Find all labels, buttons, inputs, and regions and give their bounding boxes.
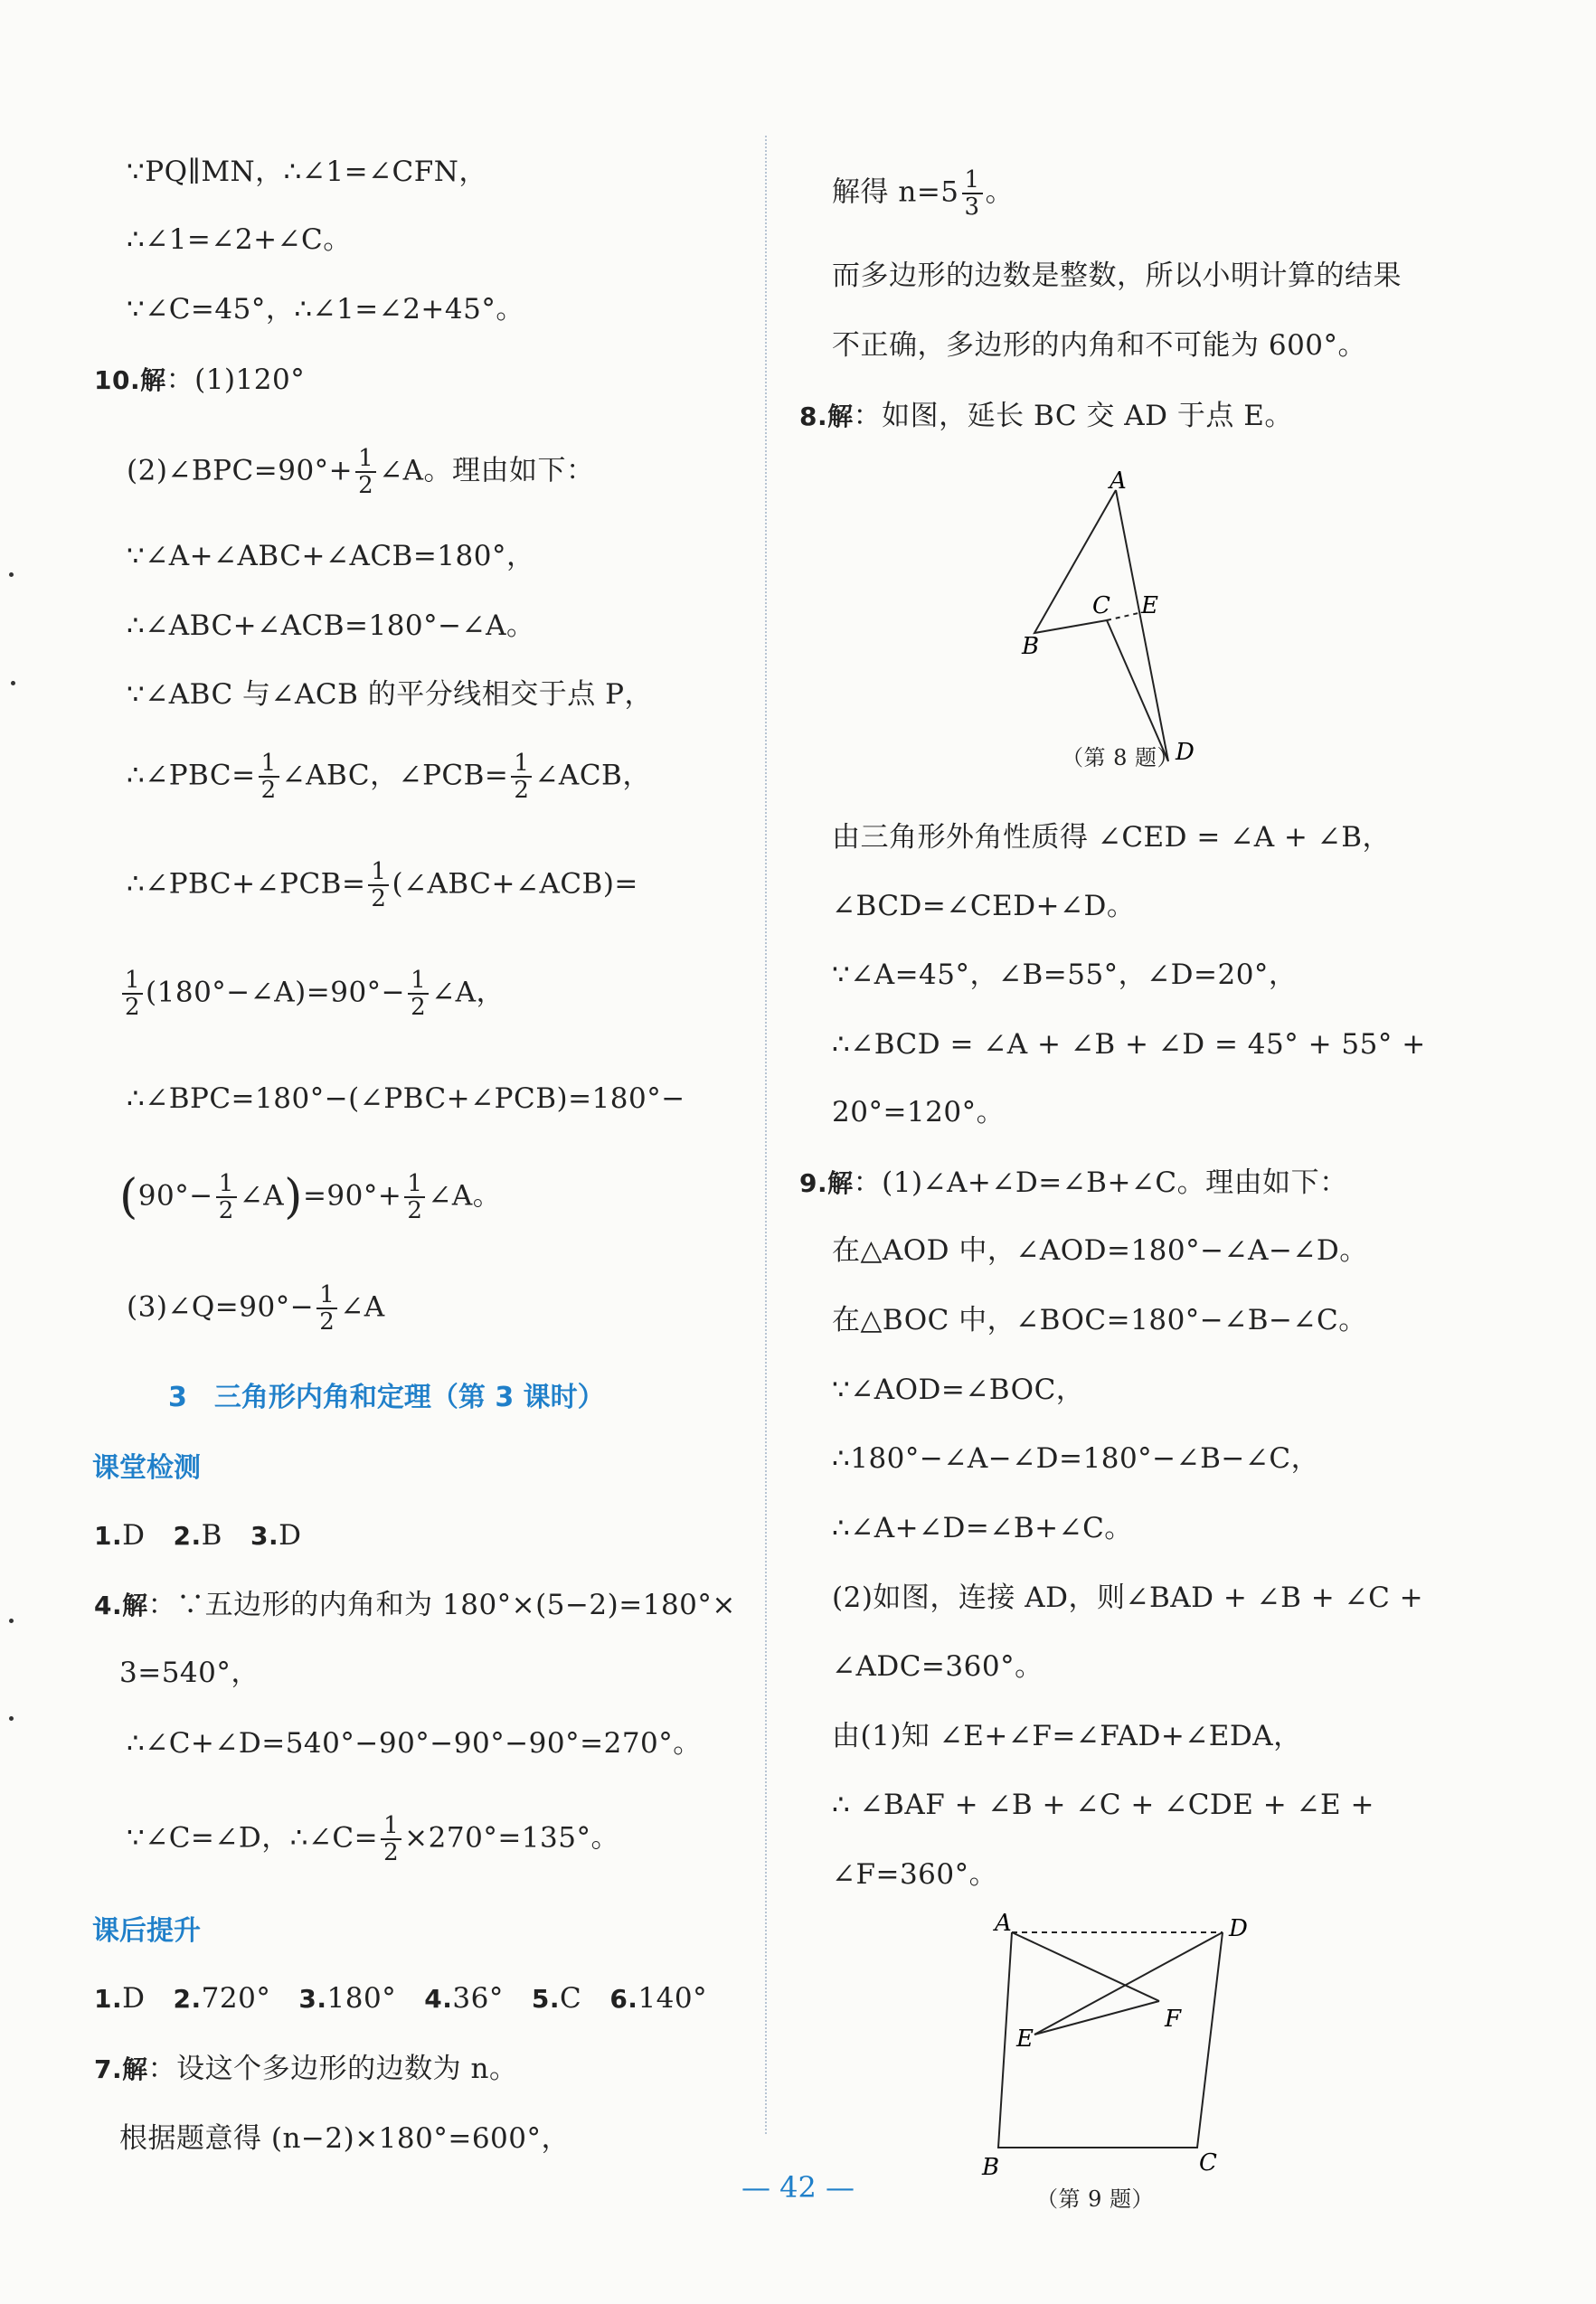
text-line: ∠ADC=360°。: [832, 1650, 1044, 1683]
text-line: ∴∠1=∠2+∠C。: [127, 223, 352, 256]
answers-row: [94, 1517, 302, 1554]
question-8: [799, 398, 1293, 435]
figure-9: [971, 1912, 1261, 2188]
fraction-numerator: 1: [259, 751, 279, 778]
question-number: 2.: [173, 1984, 202, 2014]
question-number: 10.: [94, 365, 141, 395]
text-line: ∵∠ABC 与∠ACB 的平分线相交于点 P，: [127, 678, 653, 711]
text-line: 不正确，多边形的内角和不可能为 600°。: [832, 329, 1367, 362]
text-line: ∴∠BPC=180°−(∠PBC+∠PCB)=180°−: [127, 1082, 685, 1115]
fraction-numerator: 1: [404, 1171, 425, 1198]
answer-value: 720°: [201, 1982, 271, 2015]
margin-dot: [9, 1619, 14, 1623]
figure-8: [1016, 470, 1233, 769]
text-segment: ×270°=135°。: [404, 1821, 619, 1855]
answer-label: 解: [122, 2054, 148, 2084]
paren: ): [284, 1170, 303, 1224]
question-number: 5.: [531, 1984, 561, 2014]
text-segment: ∠A。理由如下：: [379, 454, 595, 487]
answer-label: 解: [122, 1591, 148, 1620]
fraction-numerator: 1: [216, 1171, 237, 1198]
question-number: 2.: [173, 1521, 202, 1551]
fraction-denominator: 2: [358, 472, 374, 499]
answer-label: 解: [827, 1168, 854, 1198]
text-line: [127, 1813, 619, 1865]
text-segment: ∠A，: [431, 976, 505, 1009]
figure-9-caption: （第 9 题）: [1036, 2186, 1155, 2212]
fraction-denominator: 2: [218, 1197, 234, 1224]
vertex-label-c: C: [1199, 2149, 1217, 2177]
paren: (: [119, 1170, 138, 1224]
vertex-label-d: D: [1176, 739, 1195, 766]
question-9: [799, 1165, 1348, 1202]
text-line: 根据题意得 (n−2)×180°=600°，: [119, 2122, 570, 2155]
text-line: ∴∠C+∠D=540°−90°−90°−90°=270°。: [127, 1727, 702, 1760]
text-segment: ∵∠C=∠D，∴∠C=: [127, 1821, 379, 1855]
figure-8-caption: （第 8 题）: [1062, 745, 1180, 770]
answer-value: 180°: [326, 1982, 397, 2015]
text-line: ∵∠A+∠ABC+∠ACB=180°，: [127, 540, 535, 572]
fraction-denominator: 2: [514, 777, 530, 804]
text-line: ∠BCD=∠CED+∠D。: [832, 890, 1136, 922]
fraction-numerator: 1: [316, 1282, 337, 1309]
text-line: 由(1)知 ∠E+∠F=∠FAD+∠EDA，: [832, 1720, 1302, 1752]
text-line: [127, 751, 651, 803]
vertex-label-c: C: [1092, 592, 1110, 619]
question-number: 1.: [94, 1984, 123, 2014]
text-line: ∵∠C=45°，∴∠1=∠2+45°。: [127, 293, 524, 326]
column-divider: [765, 136, 767, 2134]
answers-row: [94, 1980, 707, 2017]
sub-heading-class-check: 课堂检测: [92, 1452, 201, 1484]
text-line: [119, 968, 505, 1020]
answer-text: ：(1)∠A+∠D=∠B+∠C。理由如下：: [853, 1166, 1348, 1199]
answer-text: ：∵五边形的内角和为 180°×(5−2)=180°×: [147, 1589, 736, 1621]
fraction-numerator: 1: [381, 1813, 401, 1840]
vertex-label-b: B: [1022, 633, 1040, 660]
text-line: [127, 446, 595, 498]
fraction: [259, 751, 279, 803]
page-number: — 42 —: [741, 2170, 855, 2205]
figure-9-diagram: [971, 1912, 1261, 2188]
text-line: [832, 167, 1014, 220]
fraction: [316, 1282, 337, 1335]
fraction-denominator: 2: [371, 885, 387, 912]
text-line: ∵∠A=45°，∠B=55°，∠D=20°，: [832, 958, 1298, 991]
fraction-numerator: 1: [511, 751, 532, 778]
fraction: [216, 1171, 237, 1223]
question-number: 4.: [424, 1984, 453, 2014]
text-segment: 90°−: [137, 1179, 213, 1213]
text-segment: ∠A。: [428, 1179, 502, 1213]
fraction-denominator: 2: [383, 1839, 400, 1866]
vertex-label-d: D: [1229, 1915, 1248, 1942]
text-segment: ∠A: [239, 1179, 285, 1213]
text-line: 由三角形外角性质得 ∠CED = ∠A + ∠B，: [832, 821, 1392, 854]
answer-value: C: [560, 1982, 582, 2015]
margin-dot: [9, 1716, 14, 1721]
fraction: [404, 1171, 425, 1223]
vertex-label-e: E: [1141, 592, 1158, 619]
question-number: 4.: [94, 1591, 123, 1620]
fraction: [962, 167, 983, 220]
fraction-numerator: 1: [355, 446, 376, 473]
question-number: 7.: [94, 2054, 123, 2084]
fraction-denominator: 2: [319, 1308, 335, 1336]
text-line: ∵PQ∥MN，∴∠1=∠CFN，: [127, 156, 487, 188]
text-line: ∴∠ABC+∠ACB=180°−∠A。: [127, 609, 535, 642]
text-segment: ∴∠PBC=: [127, 759, 256, 792]
vertex-label-a: A: [995, 1912, 1012, 1937]
text-segment: (3)∠Q=90°−: [127, 1290, 315, 1324]
text-line: 3=540°，: [119, 1657, 260, 1689]
answer-value: D: [122, 1519, 146, 1552]
fraction-denominator: 2: [407, 1197, 423, 1224]
text-line: ∠F=360°。: [832, 1858, 998, 1891]
fraction-denominator: 2: [125, 994, 141, 1021]
text-line: (2)如图，连接 AD，则∠BAD + ∠B + ∠C +: [832, 1582, 1424, 1614]
text-segment: ∠ACB，: [534, 759, 651, 792]
fraction-numerator: 1: [122, 968, 143, 995]
text-segment: 。: [985, 175, 1015, 209]
answer-label: 解: [140, 365, 166, 395]
fraction-numerator: 1: [962, 167, 983, 194]
answer-text: ：(1)120°: [165, 364, 306, 396]
vertex-label-e: E: [1016, 2025, 1034, 2053]
fraction: [368, 859, 389, 911]
answer-value: 36°: [452, 1982, 504, 2015]
text-line: 在△BOC 中，∠BOC=180°−∠B−∠C。: [832, 1304, 1367, 1336]
text-segment: ∠A: [340, 1290, 385, 1324]
answer-text: ：设这个多边形的边数为 n。: [147, 2053, 518, 2085]
fraction: [122, 968, 143, 1020]
fraction: [381, 1813, 401, 1865]
question-number: 6.: [609, 1984, 638, 2014]
answer-value: 140°: [637, 1982, 708, 2015]
text-segment: =90°+: [302, 1179, 402, 1213]
vertex-label-f: F: [1165, 2006, 1182, 2033]
question-number: 8.: [799, 401, 828, 431]
question-number: 3.: [250, 1521, 279, 1551]
question-4: [94, 1587, 736, 1624]
sub-heading-after-class: 课后提升: [92, 1915, 201, 1947]
text-segment: ∠ABC，∠PCB=: [281, 759, 509, 792]
figure-8-diagram: [1016, 470, 1233, 769]
answer-value: D: [279, 1519, 302, 1552]
fraction: [408, 968, 429, 1020]
fraction-numerator: 1: [408, 968, 429, 995]
text-line: ∴∠A+∠D=∠B+∠C。: [832, 1512, 1133, 1544]
text-segment: (180°−∠A)=90°−: [146, 976, 406, 1009]
text-line: ∵∠AOD=∠BOC，: [832, 1374, 1085, 1406]
answer-value: D: [122, 1982, 146, 2015]
question-7: [94, 2051, 517, 2088]
vertex-label-a: A: [1110, 470, 1127, 495]
text-line: ∴∠BCD = ∠A + ∠B + ∠D = 45° + 55° +: [832, 1028, 1426, 1061]
text-segment: ∴∠PBC+∠PCB=: [127, 867, 366, 901]
fraction-denominator: 3: [964, 194, 980, 221]
margin-dot: [11, 681, 15, 685]
question-number: 9.: [799, 1168, 828, 1198]
text-line: [127, 859, 638, 911]
question-number: 3.: [298, 1984, 327, 2014]
text-line: ∴ ∠BAF + ∠B + ∠C + ∠CDE + ∠E +: [832, 1789, 1375, 1821]
answer-value: B: [201, 1519, 222, 1552]
fraction: [511, 751, 532, 803]
fraction-denominator: 2: [411, 994, 427, 1021]
fraction: [355, 446, 376, 498]
answer-label: 解: [827, 401, 854, 431]
fraction-numerator: 1: [368, 859, 389, 886]
question-10: [94, 362, 305, 399]
vertex-label-b: B: [982, 2154, 1000, 2181]
text-segment: 解得 n=5: [832, 175, 959, 209]
text-segment: (∠ABC+∠ACB)=: [392, 867, 638, 901]
text-segment: (2)∠BPC=90°+: [127, 454, 354, 487]
answer-text: ：如图，延长 BC 交 AD 于点 E。: [853, 400, 1293, 432]
margin-dot: [9, 572, 14, 577]
text-line: [127, 1282, 385, 1335]
text-line: ∴180°−∠A−∠D=180°−∠B−∠C，: [832, 1442, 1320, 1475]
fraction-denominator: 2: [260, 777, 277, 804]
text-line: [119, 1171, 501, 1223]
section-title: 3 三角形内角和定理（第 3 课时）: [168, 1382, 605, 1413]
text-line: 在△AOD 中，∠AOD=180°−∠A−∠D。: [832, 1234, 1368, 1267]
question-number: 1.: [94, 1521, 123, 1551]
text-line: 20°=120°。: [832, 1096, 1006, 1128]
text-line: 而多边形的边数是整数，所以小明计算的结果: [832, 260, 1402, 292]
